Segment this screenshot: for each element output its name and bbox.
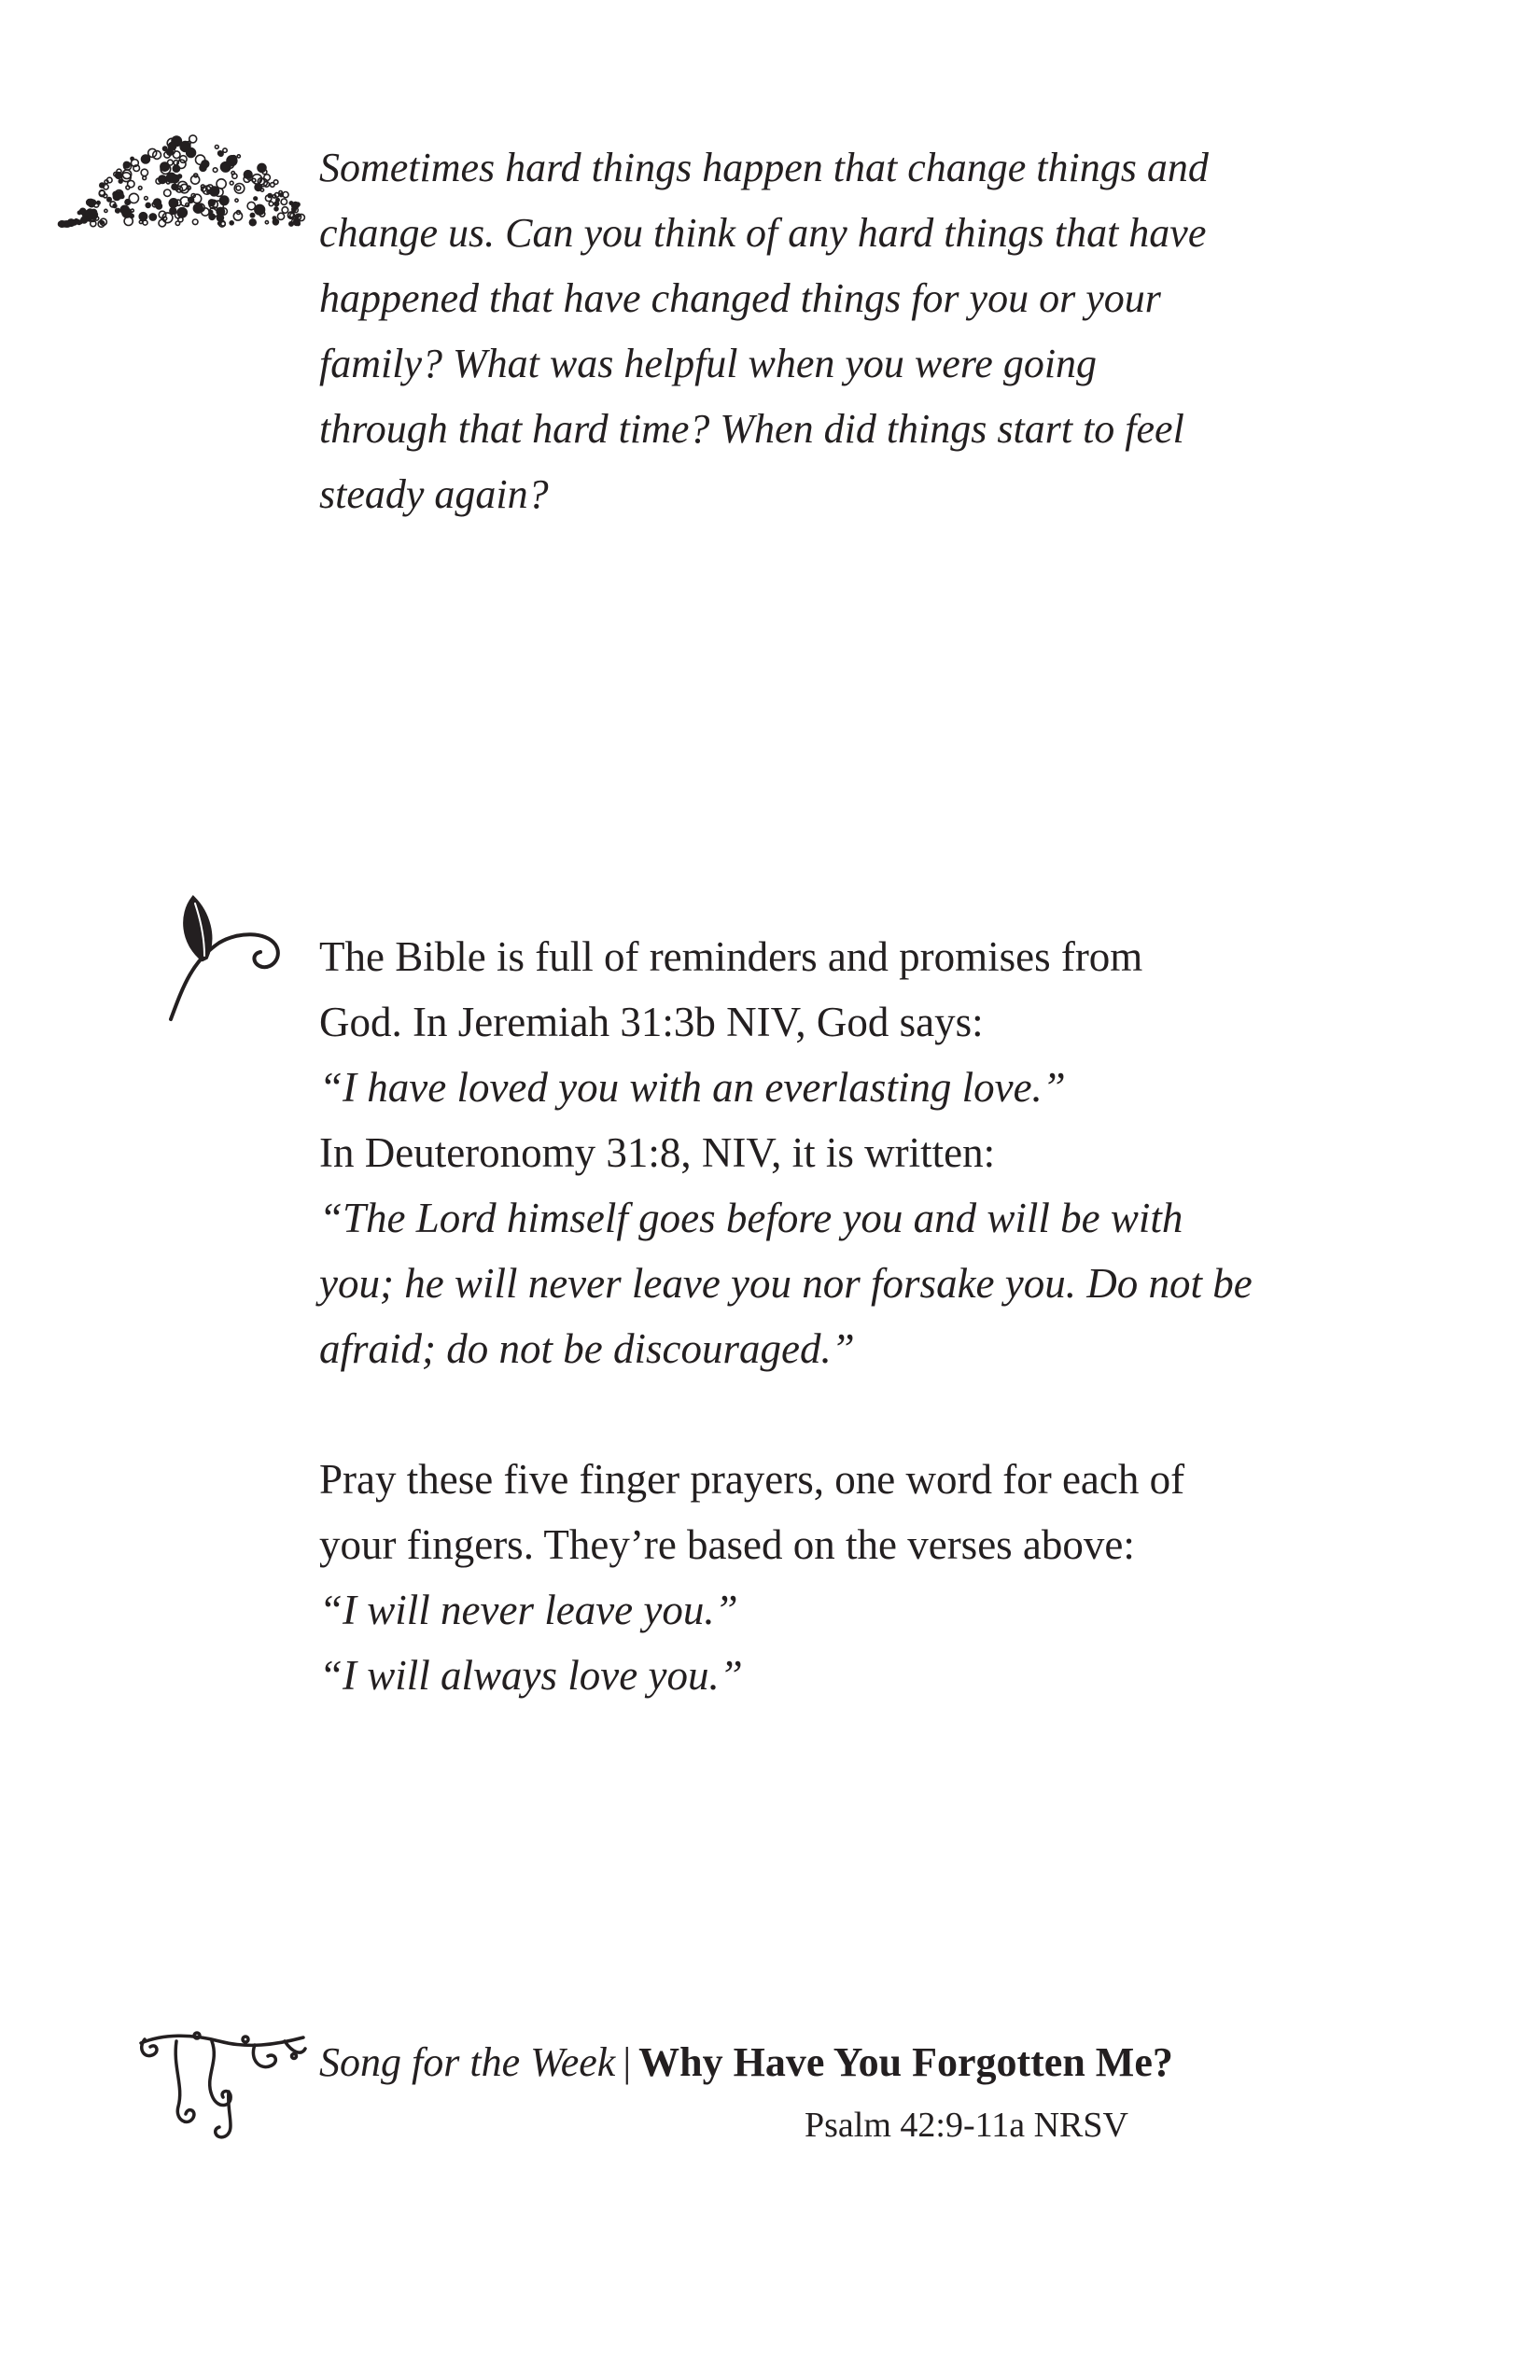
song-label: Song for the Week xyxy=(319,2039,616,2085)
prayer-line: Pray these five finger prayers, one word for each of xyxy=(319,1456,1185,1503)
paragraph-gap xyxy=(319,1381,1346,1447)
scripture-section xyxy=(0,887,1540,1727)
song-section xyxy=(0,1997,1540,2184)
reflection-line: happened that have changed things for you or your xyxy=(319,275,1161,321)
reflection-line: Sometimes hard things happen that change things and xyxy=(319,145,1209,190)
pebble-pile-icon xyxy=(51,131,313,233)
reflection-line: through that hard time? When did things start to feel xyxy=(319,406,1184,452)
reflection-section xyxy=(0,0,1540,653)
prayer-quote: “I will always love you.” xyxy=(319,1652,743,1699)
song-heading xyxy=(319,2035,1173,2091)
prayer-line: your fingers. They’re based on the verses above: xyxy=(319,1521,1135,1568)
song-separator: | xyxy=(623,2039,632,2085)
reflection-line: change us. Can you think of any hard things that have xyxy=(319,210,1207,256)
jeremiah-quote: “I have loved you with an everlasting love.” xyxy=(319,1064,1066,1111)
deuteronomy-quote-line: “The Lord himself goes before you and will be with xyxy=(319,1195,1183,1241)
deuteronomy-quote-line: afraid; do not be discouraged.” xyxy=(319,1325,855,1372)
reflection-line: family? What was helpful when you were going xyxy=(319,341,1098,386)
song-title: Why Have You Forgotten Me? xyxy=(638,2039,1173,2085)
vine-swirl-icon xyxy=(135,2021,308,2142)
scripture-intro-line: God. In Jeremiah 31:3b NIV, God says: xyxy=(319,999,984,1045)
prayer-quote: “I will never leave you.” xyxy=(319,1587,738,1633)
scripture-intro-line: The Bible is full of reminders and promises from xyxy=(319,933,1143,980)
reflection-line: steady again? xyxy=(319,471,549,517)
deuteronomy-quote-line: you; he will never leave you nor forsake you. Do not be xyxy=(319,1260,1253,1307)
scripture-text xyxy=(319,924,1346,1708)
deuteronomy-intro: In Deuteronomy 31:8, NIV, it is written: xyxy=(319,1129,996,1176)
reflection-text xyxy=(319,135,1346,527)
song-reference: Psalm 42:9-11a NRSV xyxy=(805,2106,1128,2145)
sprout-icon xyxy=(163,887,294,1027)
